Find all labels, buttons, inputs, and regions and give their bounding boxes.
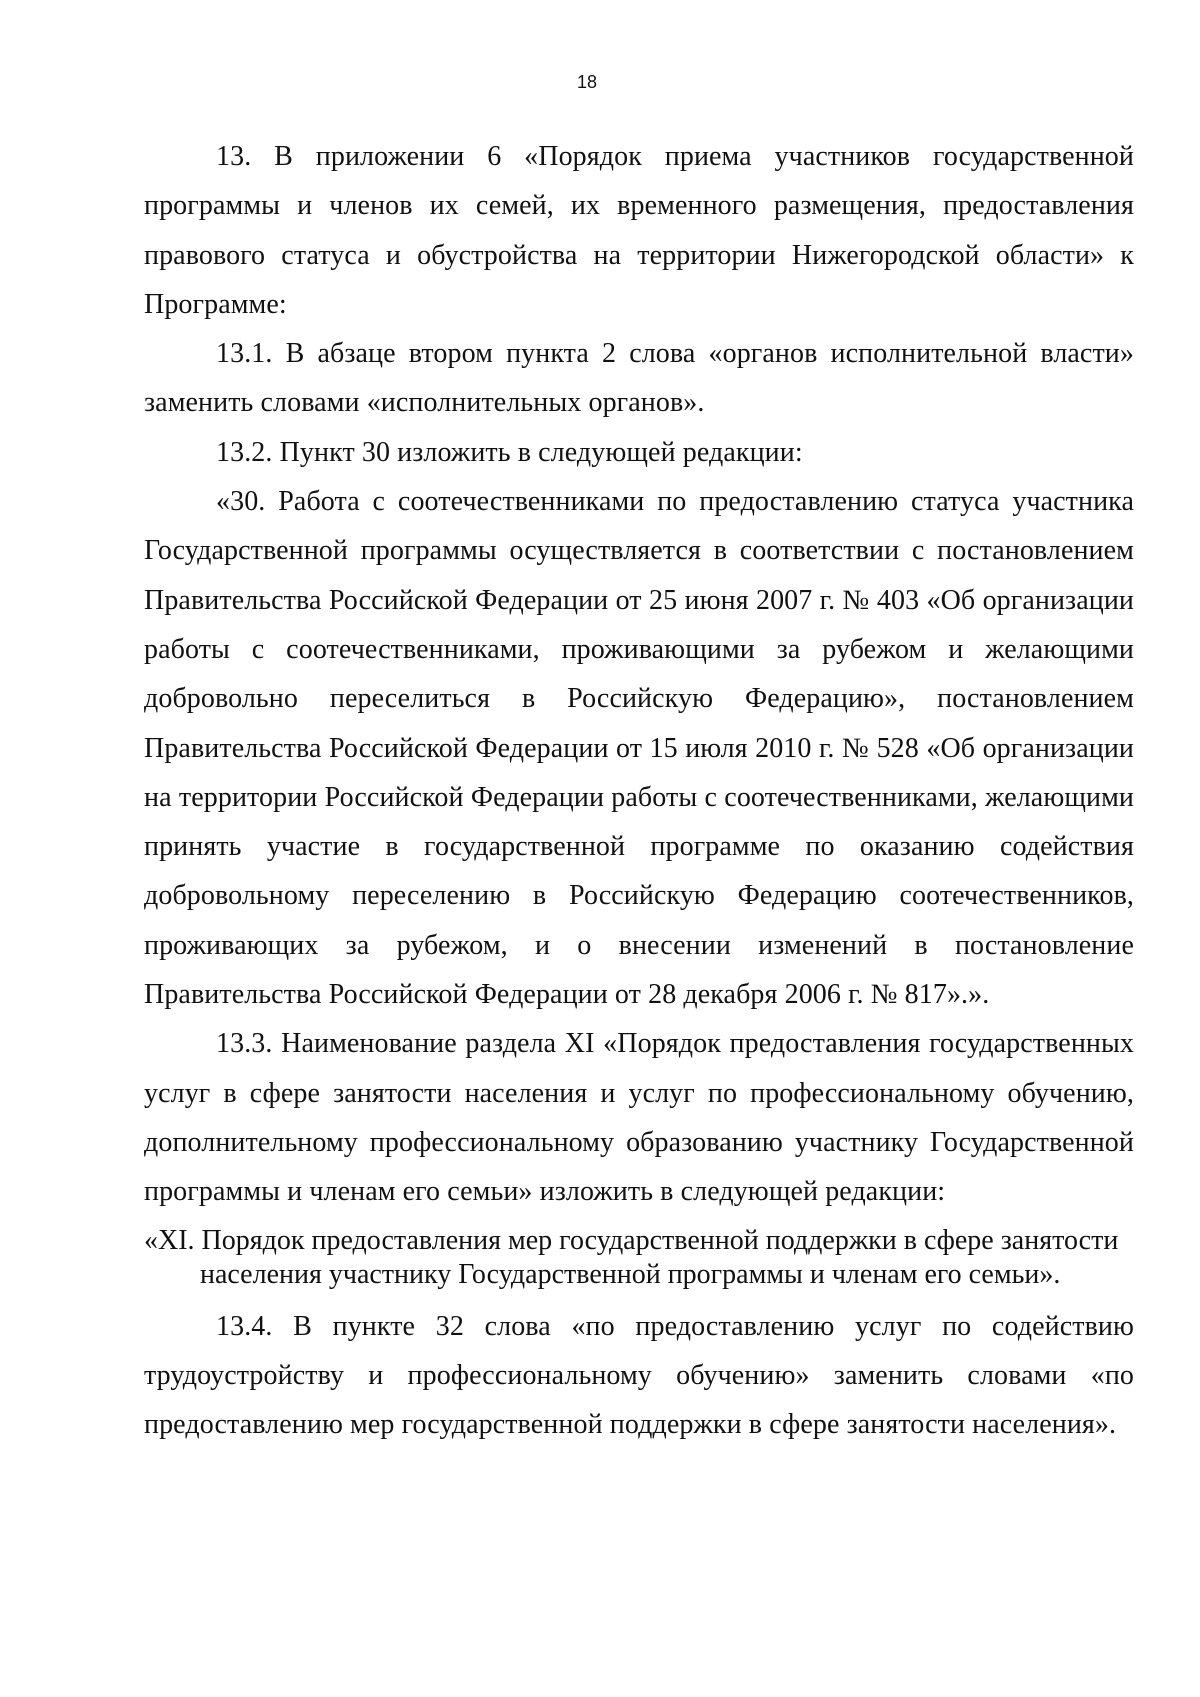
paragraph-30-quote: «30. Работа с соотечественниками по предоставлению статуса участника Государственной программы осуществляется в соответствии с постановлением Правительства Российской Федерации от 25 июня 2007 г. № 403 «Об организации работы с соотечественниками, проживающими за рубежом и желающими добровольно переселиться в Российскую Федерацию», постановлением Правительства Российской Федерации от 15 июля 2010 г. № 528 «Об организации на территории Российской Федерации работы с соотечественниками, желающими принять участие в государственной программе по оказанию содействия добровольному переселению в Российскую Федерацию соотечественников, проживающих за рубежом, и о внесении изменений в постановление Правительства Российской Федерации от 28 декабря 2006 г. № 817».». (144, 486, 1134, 1011)
document-body (144, 132, 1134, 1449)
paragraph-13-2: 13.2. Пункт 30 изложить в следующей редакции: (216, 436, 803, 468)
page-number: 18 (576, 72, 598, 92)
paragraph-13-4: 13.4. В пункте 32 слова «по предоставлению услуг по содействию трудоустройству и профессиональному обучению» заменить словами «по предоставлению мер государственной поддержки в сфере занятости населения». (144, 1310, 1134, 1441)
paragraph-13-3: 13.3. Наименование раздела XI «Порядок предоставления государственных услуг в сфере занятости населения и услуг по профессиональному обучению, дополнительному профессиональному образованию участнику Государственной программы и членам его семьи» изложить в следующей редакции: (144, 1028, 1134, 1208)
paragraph-13: 13. В приложении 6 «Порядок приема участников государственной программы и членов их семей, их временного размещения, предоставления правового статуса и обустройства на территории Нижегородской области» к Программе: (144, 141, 1134, 320)
paragraph-13-1: 13.1. В абзаце втором пункта 2 слова «органов исполнительной власти» заменить словами «исполнительных органов». (144, 338, 1134, 419)
section-xi-heading: «XI. Порядок предоставления мер государственной поддержки в сфере занятости населения участнику Государственной программы и членам его семьи». (144, 1224, 1119, 1290)
